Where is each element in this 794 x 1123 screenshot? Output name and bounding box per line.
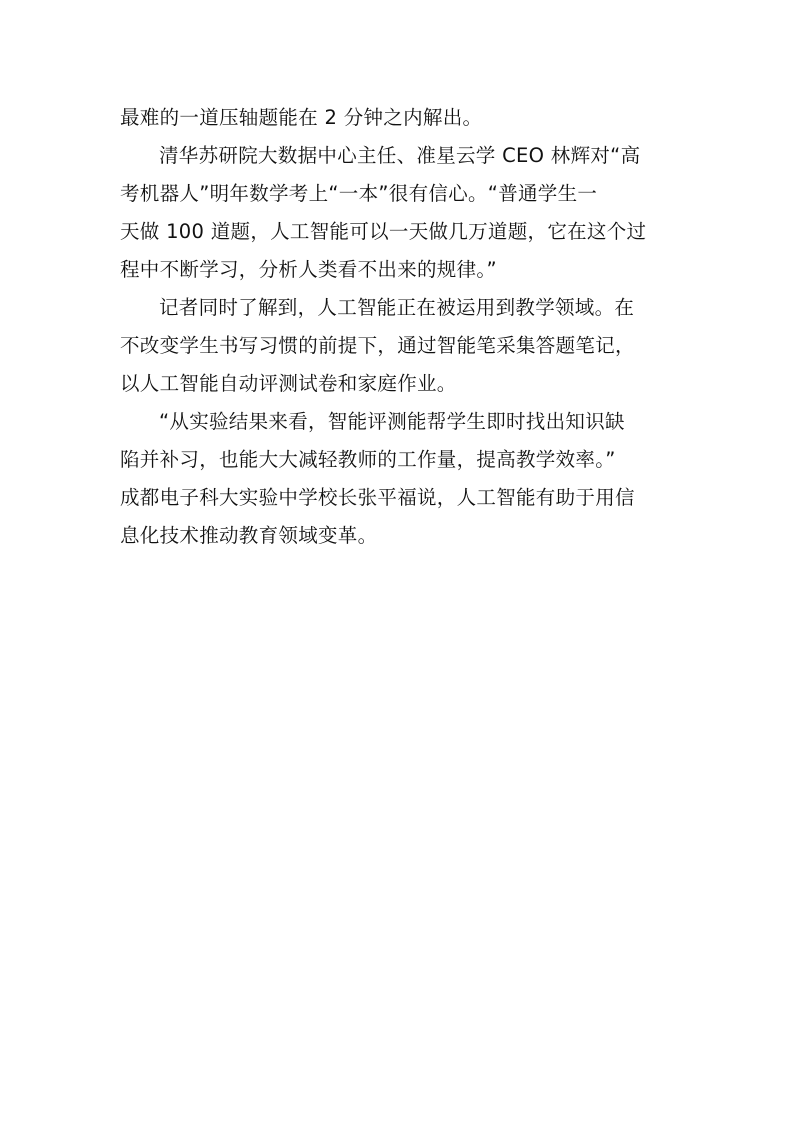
text-line: 以人工智能自动评测试卷和家庭作业。 [120, 372, 457, 395]
text-line: 程中不断学习，分析人类看不出来的规律。” [120, 258, 497, 281]
paragraph-first-line: “从实验结果来看，智能评测能帮学生即时找出知识缺 [159, 410, 625, 433]
article-body [120, 99, 680, 555]
text-line: 最难的一道压轴题能在 2 分钟之内解出。 [120, 106, 483, 129]
text-line: 天做 100 道题，人工智能可以一天做几万道题，它在这个过 [120, 220, 647, 243]
text-line: 息化技术推动教育领域变革。 [120, 524, 378, 547]
text-line: 考机器人”明年数学考上“一本”很有信心。“普通学生一 [120, 182, 598, 205]
text-line: 成都电子科大实验中学校长张平福说，人工智能有助于用信 [120, 486, 635, 509]
text-line: 陷并补习，也能大大减轻教师的工作量，提高教学效率。” [120, 448, 616, 471]
paragraph-first-line: 记者同时了解到，人工智能正在被运用到教学领域。在 [159, 296, 635, 319]
paragraph-first-line: 清华苏研院大数据中心主任、准星云学 CEO 林辉对“高 [159, 144, 641, 167]
text-line: 不改变学生书写习惯的前提下，通过智能笔采集答题笔记， [120, 334, 635, 357]
